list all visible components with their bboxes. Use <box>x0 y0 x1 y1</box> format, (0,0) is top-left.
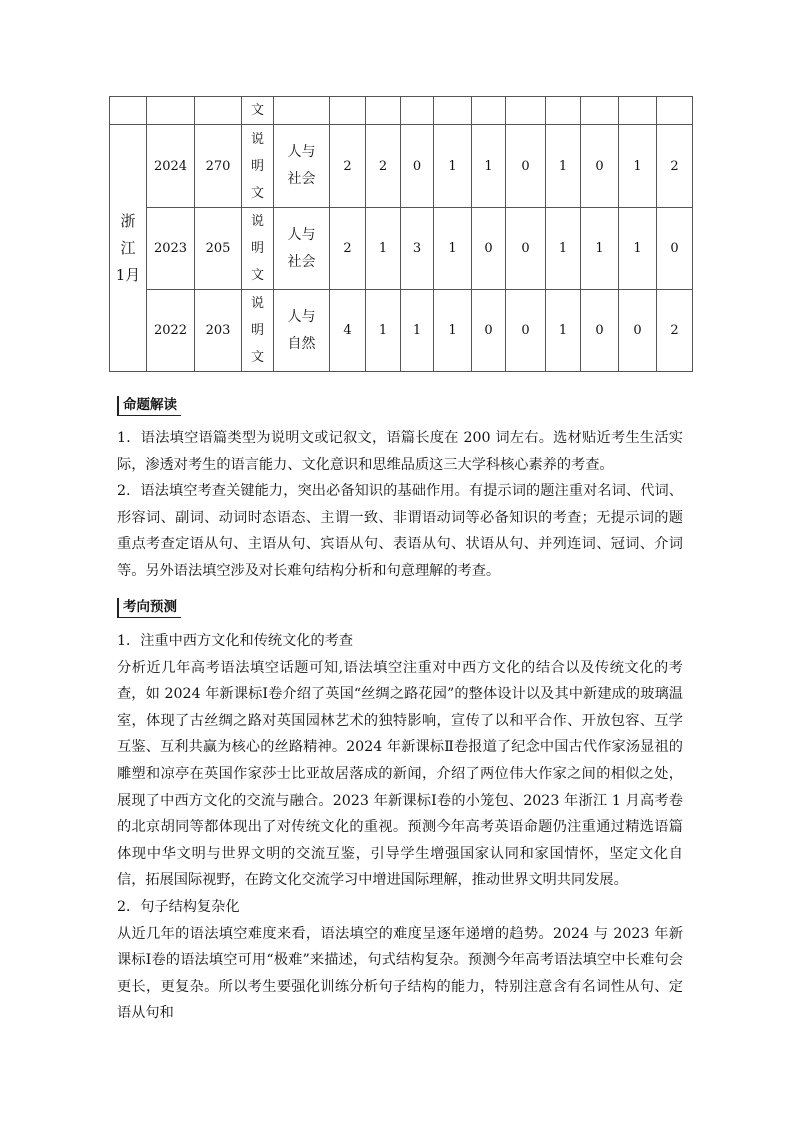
value-cell: 3 <box>401 208 434 290</box>
value-cell: 2 <box>657 125 693 208</box>
value-cell: 1 <box>401 290 434 372</box>
value-cell: 0 <box>619 290 657 372</box>
value-cell: 0 <box>657 208 693 290</box>
value-cell: 1 <box>366 208 401 290</box>
paragraph: 从近几年的语法填空难度来看，语法填空的难度呈逐年递增的趋势。2024 与 2023 年新课标Ⅰ卷的语法填空可用“极难”来描述，句式结构复杂。预测今年高考语法填空中长难句会更长，更复杂。所以考生要强化训练分析句子结构的能力，特别注意含有名词性从句、定语从句和 <box>117 925 683 1022</box>
topic-cell: 人与 社会 <box>274 208 330 290</box>
value-cell: 0 <box>506 208 546 290</box>
topic-cell: 人与 社会 <box>274 125 330 208</box>
word-count-cell: 270 <box>195 125 242 208</box>
value-cell: 1 <box>581 208 619 290</box>
prediction-body <box>117 628 683 1027</box>
table-row <box>110 125 693 208</box>
value-cell: 0 <box>472 290 506 372</box>
value-cell: 1 <box>434 290 472 372</box>
paragraph: 2．语法填空考查关键能力，突出必备知识的基础作用。有提示词的题注重对名词、代词、形容词、副词、动词时态语态、主谓一致、非谓语动词等必备知识的考查；无提示词的题重点考查定语从句、主语从句、宾语从句、表语从句、状语从句、并列连词、冠词、介词等。另外语法填空涉及对长难句结构分析和句意理解的考查。 <box>117 483 683 579</box>
section-heading-interpretation: 命题解读 <box>117 396 181 416</box>
value-cell: 1 <box>434 125 472 208</box>
value-cell: 2 <box>330 125 366 208</box>
table-row <box>110 290 693 372</box>
value-cell: 4 <box>330 290 366 372</box>
value-cell: 2 <box>366 125 401 208</box>
value-cell: 0 <box>506 125 546 208</box>
exam-statistics-table <box>109 96 693 372</box>
word-count-cell: 205 <box>195 208 242 290</box>
genre-cell: 说 明 文 <box>242 125 274 208</box>
year-cell: 2023 <box>147 208 195 290</box>
subheading: 1．注重中西方文化和传统文化的考查 <box>117 633 354 649</box>
year-cell: 2022 <box>147 290 195 372</box>
value-cell: 1 <box>434 208 472 290</box>
paragraph: 1．语法填空语篇类型为说明文或记叙文，语篇长度在 200 词左右。选材贴近考生生活实际，渗透对考生的语言能力、文化意识和思维品质这三大学科核心素养的考查。 <box>117 430 683 473</box>
value-cell: 0 <box>506 290 546 372</box>
value-cell: 0 <box>581 125 619 208</box>
value-cell: 2 <box>657 290 693 372</box>
topic-cell: 人与 自然 <box>274 290 330 372</box>
interpretation-body <box>117 425 683 585</box>
province-cell: 浙 江 1月 <box>110 125 147 372</box>
value-cell: 1 <box>546 290 581 372</box>
value-cell: 0 <box>401 125 434 208</box>
value-cell: 1 <box>546 125 581 208</box>
year-cell: 2024 <box>147 125 195 208</box>
paragraph: 分析近几年高考语法填空话题可知,语法填空注重对中西方文化的结合以及传统文化的考查，如 2024 年新课标Ⅰ卷介绍了英国“丝绸之路花园”的整体设计以及其中新建成的玻璃温室，体现了古丝绸之路对英国园林艺术的独特影响，宣传了以和平合作、开放包容、互学互鉴、互利共赢为核心的丝路精神。2024 年新课标Ⅱ卷报道了纪念中国古代作家汤显祖的雕塑和凉亭在英国作家莎士比亚故居落成的新闻，介绍了两位伟大作家之间的相似之处，展现了中西方文化的交流与融合。2023 年新课标Ⅰ卷的小笼包、2023 年浙江 1 月高考卷的北京胡同等都体现出了对传统文化的重视。预测今年高考英语命题仍注重通过精选语篇体现中华文明与世界文明的交流互鉴，引导学生增强国家认同和家国情怀，坚定文化自信，拓展国际视野，在跨文化交流学习中增进国际理解，推动世界文明共同发展。 <box>117 659 683 889</box>
value-cell: 0 <box>472 208 506 290</box>
value-cell: 1 <box>546 208 581 290</box>
value-cell: 1 <box>619 208 657 290</box>
value-cell: 1 <box>366 290 401 372</box>
value-cell: 1 <box>619 125 657 208</box>
subheading: 2．句子结构复杂化 <box>117 898 240 915</box>
word-count-cell: 203 <box>195 290 242 372</box>
value-cell: 0 <box>581 290 619 372</box>
table-row <box>110 208 693 290</box>
value-cell: 2 <box>330 208 366 290</box>
genre-cell: 说 明 文 <box>242 290 274 372</box>
value-cell: 1 <box>472 125 506 208</box>
section-heading-prediction: 考向预测 <box>117 598 181 618</box>
table-row <box>110 97 693 125</box>
table-cell: 文 <box>242 97 274 125</box>
genre-cell: 说 明 文 <box>242 208 274 290</box>
